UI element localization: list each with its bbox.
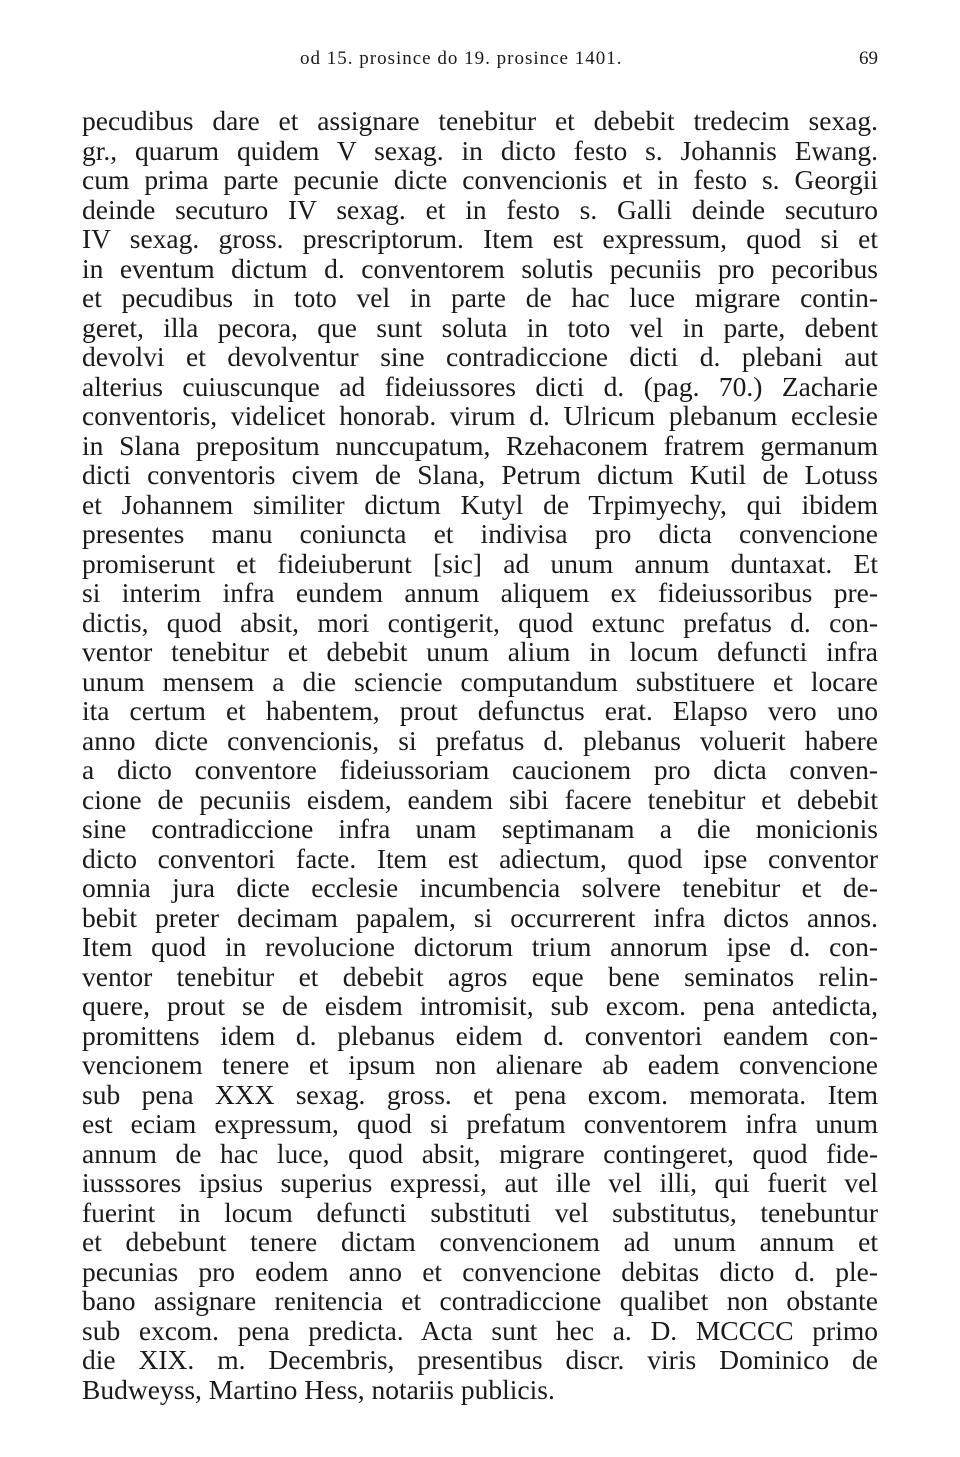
text-line: sine contradiccione infra unam septimanam a die monicionis: [82, 813, 878, 844]
text-line: in Slana prepositum nunccupatum, Rzehaconem fratrem germanum: [82, 429, 878, 461]
text-line: dicti conventoris civem de Slana, Petrum dictum Kutil de Lotuss: [82, 459, 878, 490]
text-line: fuerint in locum defuncti substituti vel substitutus, tenebuntur: [82, 1196, 878, 1228]
text-line: promiserunt et fideiuberunt [sic] ad unum annum duntaxat. Et: [82, 547, 878, 579]
text-line: gr., quarum quidem V sexag. in dicto festo s. Johannis Ewang.: [82, 134, 878, 166]
running-title: od 15. prosince do 19. prosince 1401.: [300, 48, 623, 69]
text-line: conventoris, videlicet honorab. virum d. Ulricum plebanum ecclesie: [82, 400, 878, 431]
text-line: est eciam expressum, quod si prefatum conventorem infra unum: [82, 1108, 878, 1139]
text-line: omnia jura dicte ecclesie incumbencia solvere tenebitur et de-: [82, 872, 878, 903]
text-line: annum de hac luce, quod absit, migrare contingeret, quod fide-: [82, 1137, 878, 1169]
text-line: Budweyss, Martino Hess, notariis publicis.: [82, 1373, 555, 1405]
text-line: cione de pecuniis eisdem, eandem sibi facere tenebitur et debebit: [82, 783, 878, 815]
body-text: [82, 106, 878, 1404]
text-line: pecudibus dare et assignare tenebitur et debebit tredecim sexag.: [82, 105, 878, 136]
text-line: si interim infra eundem annum aliquem ex fideiussoribus pre-: [82, 577, 878, 608]
text-line: pecunias pro eodem anno et convencione debitas dicto d. ple-: [82, 1255, 878, 1287]
text-line: et Johannem similiter dictum Kutyl de Trpimyechy, qui ibidem: [82, 488, 878, 520]
text-line: presentes manu coniuncta et indivisa pro dicta convencione: [82, 518, 878, 549]
text-line: ventor tenebitur et debebit agros eque bene seminatos relin-: [82, 960, 878, 992]
text-line: IV sexag. gross. prescriptorum. Item est expressum, quod si et: [82, 223, 878, 254]
text-line: et debebunt tenere dictam convencionem ad unum annum et: [82, 1226, 878, 1257]
text-line: anno dicte convencionis, si prefatus d. plebanus voluerit habere: [82, 724, 878, 756]
text-line: iusssores ipsius superius expressi, aut ille vel illi, qui fuerit vel: [82, 1167, 878, 1198]
text-line: sub pena XXX sexag. gross. et pena excom. memorata. Item: [82, 1078, 878, 1110]
text-line: geret, illa pecora, que sunt soluta in toto vel in parte, debent: [82, 311, 878, 343]
text-line: deinde secuturo IV sexag. et in festo s. Galli deinde secuturo: [82, 193, 878, 225]
text-line: quere, prout se de eisdem intromisit, sub excom. pena antedicta,: [82, 990, 878, 1021]
text-line: dictis, quod absit, mori contigerit, quod extunc prefatus d. con-: [82, 606, 878, 638]
text-line: unum mensem a die sciencie computandum substituere et locare: [82, 665, 878, 697]
page-number: 69: [859, 48, 878, 69]
text-line: cum prima parte pecunie dicte convencionis et in festo s. Georgii: [82, 164, 878, 195]
text-line: Item quod in revolucione dictorum trium annorum ipse d. con-: [82, 931, 878, 962]
text-line: bano assignare renitencia et contradiccione qualibet non obstante: [82, 1285, 878, 1316]
text-line: alterius cuiuscunque ad fideiussores dicti d. (pag. 70.) Zacharie: [82, 370, 878, 402]
text-line: ita certum et habentem, prout defunctus erat. Elapso vero uno: [82, 695, 878, 726]
text-line: bebit preter decimam papalem, si occurrerent infra dictos annos.: [82, 901, 878, 933]
text-line: die XIX. m. Decembris, presentibus discr. viris Dominico de: [82, 1344, 878, 1375]
text-line: a dicto conventore fideiussoriam caucionem pro dicta conven-: [82, 754, 878, 785]
text-line: sub excom. pena predicta. Acta sunt hec a. D. MCCCC primo: [82, 1314, 878, 1346]
text-line: dicto conventori facte. Item est adiectum, quod ipse conventor: [82, 842, 878, 874]
text-line: devolvi et devolventur sine contradiccione dicti d. plebani aut: [82, 341, 878, 372]
text-line: in eventum dictum d. conventorem solutis pecuniis pro pecoribus: [82, 252, 878, 284]
text-line: ventor tenebitur et debebit unum alium in locum defuncti infra: [82, 636, 878, 667]
text-line: et pecudibus in toto vel in parte de hac luce migrare contin-: [82, 282, 878, 313]
text-line: vencionem tenere et ipsum non alienare ab eadem convencione: [82, 1049, 878, 1080]
text-line: promittens idem d. plebanus eidem d. conventori eandem con-: [82, 1019, 878, 1051]
